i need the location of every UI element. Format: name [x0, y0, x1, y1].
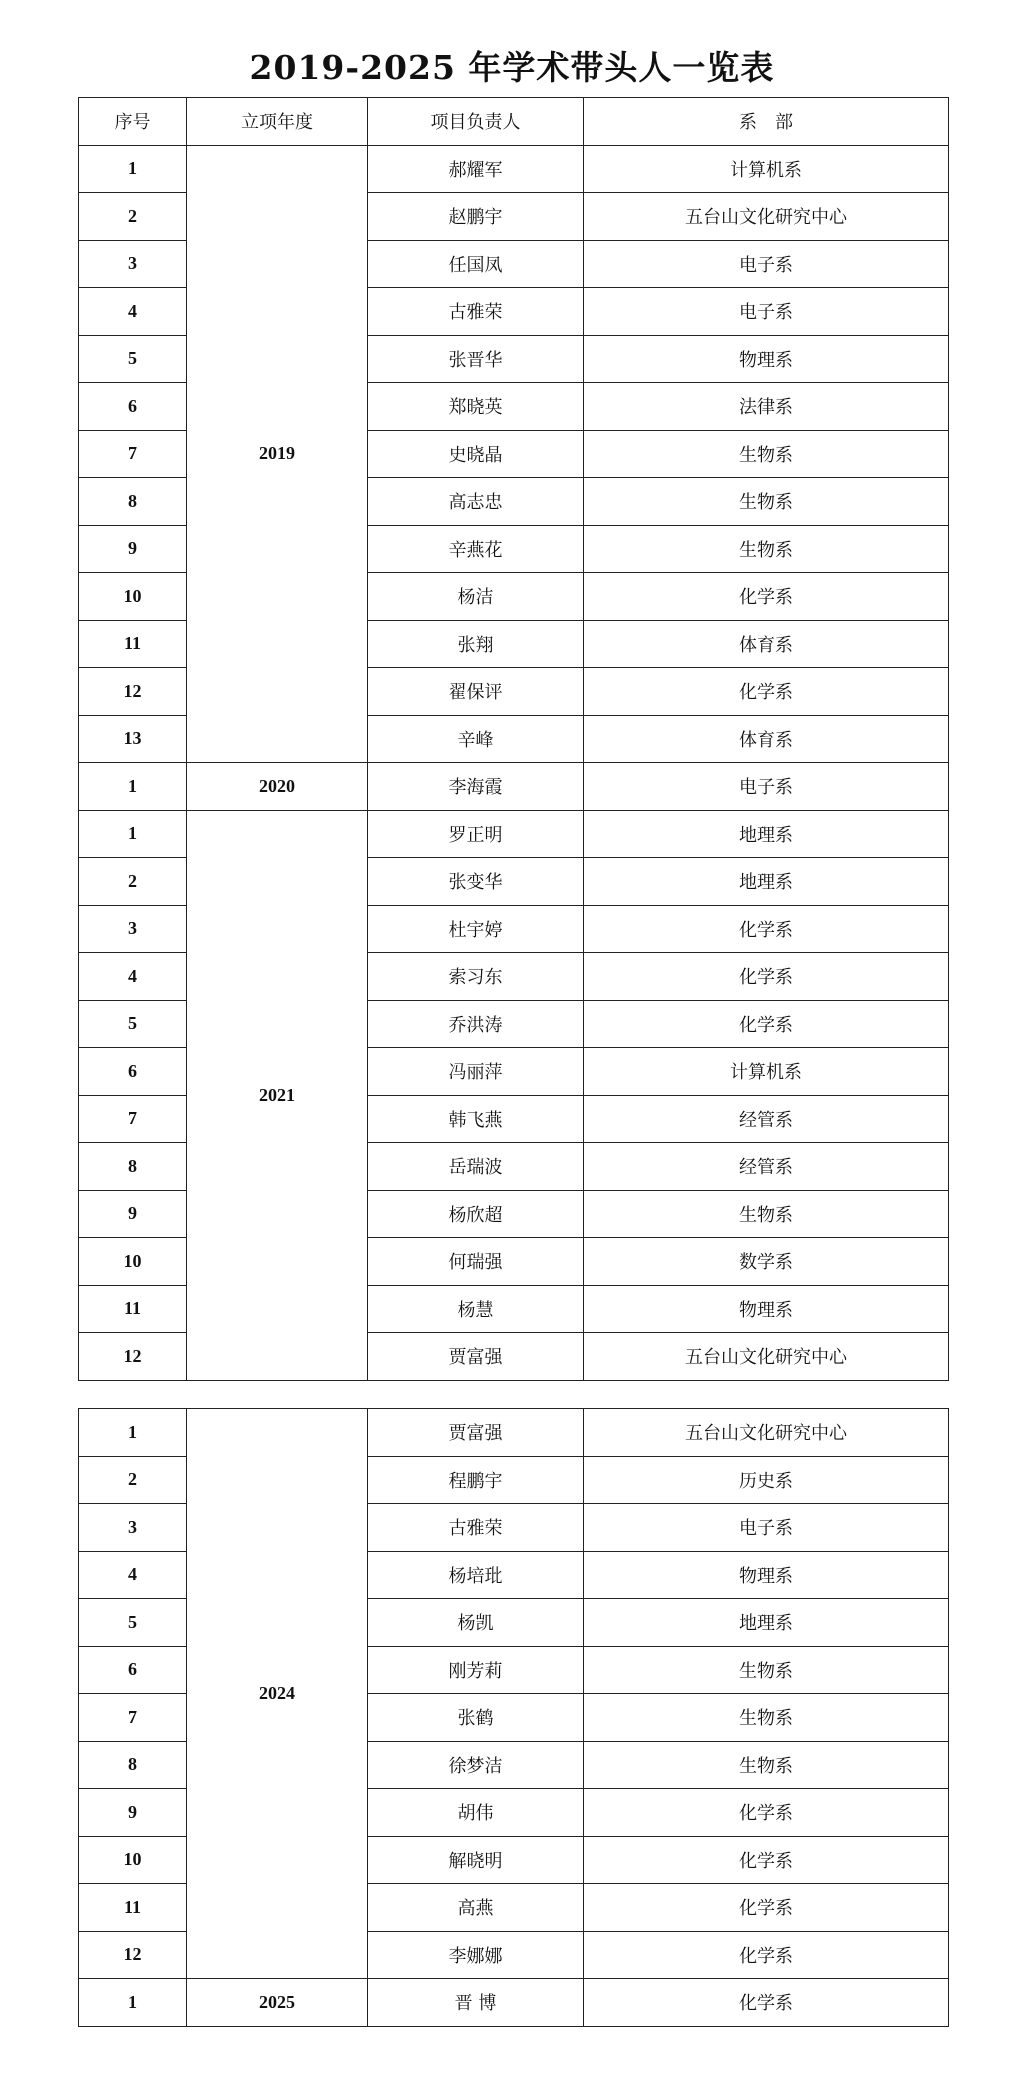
person-name: 贾富强 [368, 1409, 584, 1457]
department: 化学系 [584, 1931, 949, 1979]
person-name: 何瑞强 [368, 1238, 584, 1286]
person-name: 解晓明 [368, 1836, 584, 1884]
person-name: 索习东 [368, 953, 584, 1001]
table-row [79, 1979, 949, 2027]
row-index: 8 [79, 1143, 187, 1191]
department: 电子系 [584, 763, 949, 811]
department: 地理系 [584, 1599, 949, 1647]
row-index: 9 [79, 525, 187, 573]
department: 化学系 [584, 953, 949, 1001]
row-index: 2 [79, 193, 187, 241]
person-name: 古雅荣 [368, 288, 584, 336]
row-index: 6 [79, 1646, 187, 1694]
leaders-table [78, 97, 949, 1381]
department: 物理系 [584, 335, 949, 383]
department: 计算机系 [584, 1048, 949, 1096]
row-index: 3 [79, 240, 187, 288]
department: 经管系 [584, 1095, 949, 1143]
department: 物理系 [584, 1285, 949, 1333]
row-index: 5 [79, 335, 187, 383]
person-name: 张鹤 [368, 1694, 584, 1742]
person-name: 程鹏宇 [368, 1456, 584, 1504]
row-index: 5 [79, 1000, 187, 1048]
row-index: 10 [79, 573, 187, 621]
department: 电子系 [584, 288, 949, 336]
row-index: 7 [79, 1694, 187, 1742]
department: 地理系 [584, 858, 949, 906]
person-name: 冯丽萍 [368, 1048, 584, 1096]
year-cell: 2019 [187, 145, 368, 763]
department: 历史系 [584, 1456, 949, 1504]
person-name: 张晋华 [368, 335, 584, 383]
department: 五台山文化研究中心 [584, 1333, 949, 1381]
row-index: 1 [79, 763, 187, 811]
row-index: 11 [79, 1285, 187, 1333]
row-index: 1 [79, 810, 187, 858]
person-name: 史晓晶 [368, 430, 584, 478]
row-index: 6 [79, 1048, 187, 1096]
person-name: 杨培玭 [368, 1551, 584, 1599]
department: 数学系 [584, 1238, 949, 1286]
row-index: 8 [79, 478, 187, 526]
row-index: 1 [79, 1979, 187, 2027]
person-name: 李海霞 [368, 763, 584, 811]
table-row [79, 763, 949, 811]
row-index: 4 [79, 953, 187, 1001]
row-index: 13 [79, 715, 187, 763]
department: 体育系 [584, 620, 949, 668]
row-index: 6 [79, 383, 187, 431]
department: 经管系 [584, 1143, 949, 1191]
department: 化学系 [584, 905, 949, 953]
person-name: 古雅荣 [368, 1504, 584, 1552]
table-row [79, 810, 949, 858]
person-name: 高燕 [368, 1884, 584, 1932]
department: 化学系 [584, 1789, 949, 1837]
row-index: 8 [79, 1741, 187, 1789]
department: 化学系 [584, 1836, 949, 1884]
person-name: 刚芳莉 [368, 1646, 584, 1694]
year-cell: 2025 [187, 1979, 368, 2027]
person-name: 张翔 [368, 620, 584, 668]
person-name: 高志忠 [368, 478, 584, 526]
department: 五台山文化研究中心 [584, 1409, 949, 1457]
person-name: 乔洪涛 [368, 1000, 584, 1048]
person-name: 杨凯 [368, 1599, 584, 1647]
row-index: 12 [79, 1931, 187, 1979]
row-index: 12 [79, 668, 187, 716]
table-row [79, 145, 949, 193]
department: 化学系 [584, 1884, 949, 1932]
person-name: 张变华 [368, 858, 584, 906]
department: 生物系 [584, 1190, 949, 1238]
row-index: 5 [79, 1599, 187, 1647]
department: 计算机系 [584, 145, 949, 193]
person-name: 岳瑞波 [368, 1143, 584, 1191]
person-name: 贾富强 [368, 1333, 584, 1381]
person-name: 翟保评 [368, 668, 584, 716]
department: 化学系 [584, 1000, 949, 1048]
page-title: 2019-2025 年学术带头人一览表 [249, 48, 775, 87]
row-index: 7 [79, 1095, 187, 1143]
row-index: 2 [79, 1456, 187, 1504]
person-name: 李娜娜 [368, 1931, 584, 1979]
header-person: 项目负责人 [368, 98, 584, 146]
row-index: 1 [79, 145, 187, 193]
department: 物理系 [584, 1551, 949, 1599]
row-index: 1 [79, 1409, 187, 1457]
header-dept: 系 部 [584, 98, 949, 146]
department: 电子系 [584, 1504, 949, 1552]
row-index: 4 [79, 288, 187, 336]
person-name: 赵鹏宇 [368, 193, 584, 241]
department: 生物系 [584, 1694, 949, 1742]
row-index: 7 [79, 430, 187, 478]
person-name: 罗正明 [368, 810, 584, 858]
person-name: 任国凤 [368, 240, 584, 288]
department: 化学系 [584, 573, 949, 621]
person-name: 辛燕花 [368, 525, 584, 573]
person-name: 杨慧 [368, 1285, 584, 1333]
department: 化学系 [584, 668, 949, 716]
row-index: 11 [79, 620, 187, 668]
row-index: 9 [79, 1789, 187, 1837]
row-index: 4 [79, 1551, 187, 1599]
row-index: 3 [79, 905, 187, 953]
department: 地理系 [584, 810, 949, 858]
department: 生物系 [584, 525, 949, 573]
person-name: 晋 博 [368, 1979, 584, 2027]
row-index: 10 [79, 1238, 187, 1286]
person-name: 胡伟 [368, 1789, 584, 1837]
department: 生物系 [584, 478, 949, 526]
department: 生物系 [584, 430, 949, 478]
year-cell: 2021 [187, 810, 368, 1380]
row-index: 12 [79, 1333, 187, 1381]
header-index: 序号 [79, 98, 187, 146]
person-name: 杨欣超 [368, 1190, 584, 1238]
person-name: 郝耀军 [368, 145, 584, 193]
row-index: 2 [79, 858, 187, 906]
department: 五台山文化研究中心 [584, 193, 949, 241]
row-index: 10 [79, 1836, 187, 1884]
row-index: 11 [79, 1884, 187, 1932]
table-header-row [79, 98, 949, 146]
person-name: 辛峰 [368, 715, 584, 763]
year-cell: 2020 [187, 763, 368, 811]
person-name: 郑晓英 [368, 383, 584, 431]
department: 电子系 [584, 240, 949, 288]
table-row [79, 1409, 949, 1457]
person-name: 徐梦洁 [368, 1741, 584, 1789]
leaders-table-continued [78, 1408, 949, 2027]
header-year: 立项年度 [187, 98, 368, 146]
department: 化学系 [584, 1979, 949, 2027]
row-index: 9 [79, 1190, 187, 1238]
department: 生物系 [584, 1741, 949, 1789]
year-cell: 2024 [187, 1409, 368, 1979]
department: 生物系 [584, 1646, 949, 1694]
person-name: 杜宇婷 [368, 905, 584, 953]
department: 法律系 [584, 383, 949, 431]
department: 体育系 [584, 715, 949, 763]
person-name: 韩飞燕 [368, 1095, 584, 1143]
row-index: 3 [79, 1504, 187, 1552]
person-name: 杨洁 [368, 573, 584, 621]
